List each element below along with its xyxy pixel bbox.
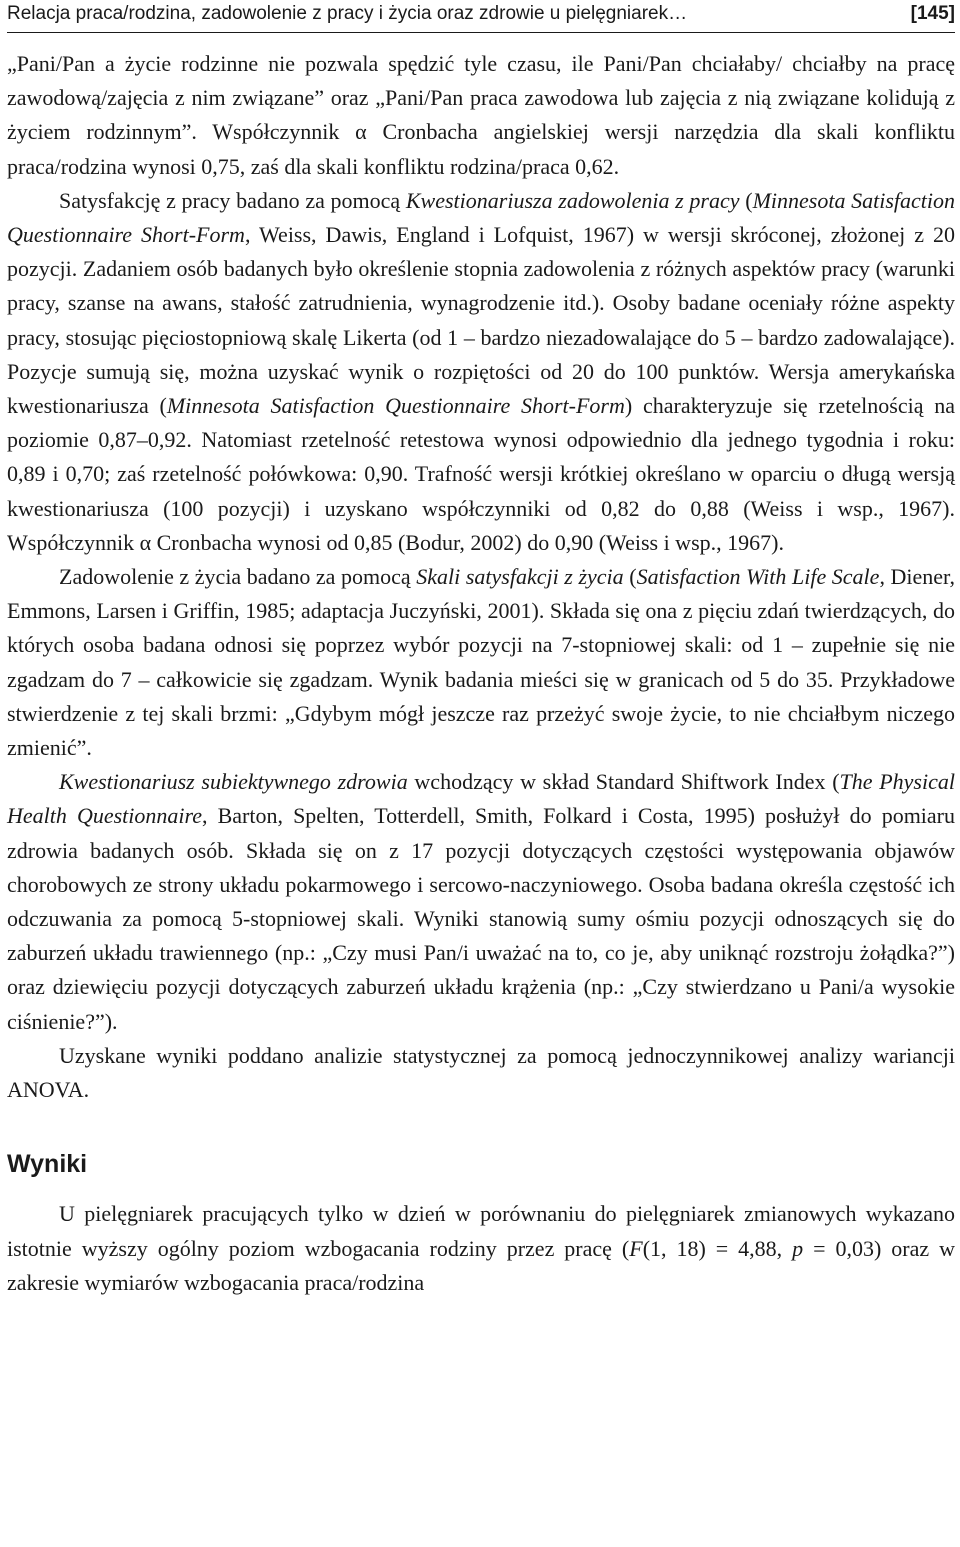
paragraph-text: wchodzący w skład Standard Shiftwork Index (	[407, 769, 840, 795]
italic-stat-symbol: p	[792, 1235, 804, 1261]
paragraph-text: U pielęgniarek pracujących tylko w dzień w porównaniu do pielęgniarek zmianowych wykazano istotnie wyższy ogólny poziom wzbogacania rodziny przez pracę (	[7, 1201, 955, 1261]
paragraph-text: = 0,03) oraz w zakresie wymiarów wzbogacania praca/rodzina	[7, 1235, 956, 1295]
paragraph-text: , Weiss, Dawis, England i Lofquist, 1967) w wersji skróconej, złożonej z 20 pozycji. Zadaniem osób badanych było określenie stopnia zadowolenia z różnych aspektów pracy (warunki pracy, szanse na awans, stałość zatrudnienia, wynagrodzenie itd.). Osoby badane oceniały różne aspekty pracy, stosując pięciostopniową skalę Likerta (od 1 – bardzo niezadowalające do 5 – bardzo zadowalające). Pozycje sumują się, można uzyskać wynik o rozpiętości od 20 do 100 punktów. Wersja amerykańska kwestionariusza (	[7, 222, 955, 419]
section-heading-results: Wyniki	[7, 1150, 88, 1179]
paragraph-text: (	[739, 187, 753, 213]
paragraph-results	[7, 1197, 955, 1300]
paragraph-text: Zadowolenie z życia badano za pomocą	[59, 564, 417, 590]
paragraph-text: , Diener, Emmons, Larsen i Griffin, 1985; adaptacja Juczyński, 2001). Składa się ona z pięciu zdań twierdzących, do których osoba badana odnosi się poprzez wybór pozycji na 7-stopniowej skali: od 1 – zupełnie się nie zgadzam do 7 – całkowicie się zgadzam. Wynik badania mieści się w granicach od 5 do 35. Przykładowe stwierdzenie z tej skali brzmi: „Gdybym mógł jeszcze raz przeżyć swoje życie, to nie chciałbym niczego zmienić”.	[7, 564, 956, 761]
body-text	[7, 47, 955, 1300]
paragraph-work-family-conflict	[7, 47, 955, 184]
paragraph-subjective-health	[7, 765, 955, 1039]
paragraph-text: ) charakteryzuje się rzetelnością na poziomie 0,87–0,92. Natomiast rzetelność retestowa wynosi odpowiednio dla jednego tygodnia i roku: 0,89 i 0,70; zaś rzetelność połówkowa: 0,90. Trafność wersji krótkiej określano w oparciu o długą wersją kwestionariusza (100 pozycji) i uzyskano współczynniki od 0,82 do 0,88 (Weiss i wsp., 1967). Współczynnik α Cronbacha wynosi od 0,85 (Bodur, 2002) do 0,90 (Weiss i wsp., 1967).	[7, 393, 956, 555]
italic-questionnaire-title: Kwestionariusza zadowolenia z pracy	[405, 187, 740, 213]
italic-stat-symbol: F	[629, 1235, 643, 1261]
italic-questionnaire-name: Minnesota Satisfaction Questionnaire Short-Form	[7, 187, 956, 248]
paragraph-statistics	[7, 1039, 955, 1107]
running-header	[7, 0, 955, 33]
paragraph-text: Uzyskane wyniki poddano analizie statystycznej za pomocą jednoczynnikowej analizy wariancji ANOVA.	[7, 1042, 955, 1103]
document-page	[7, 0, 955, 1300]
italic-questionnaire-name: Minnesota Satisfaction Questionnaire Short-Form	[166, 393, 625, 419]
italic-questionnaire-title: Kwestionariusz subiektywnego zdrowia	[59, 769, 408, 795]
paragraph-text: „Pani/Pan a życie rodzinne nie pozwala spędzić tyle czasu, ile Pani/Pan chciałaby/ chciałby na pracę zawodową/zajęcia z nim związane” oraz „Pani/Pan praca zawodowa lub zajęcia z nią związane kolidują z życiem rodzinnym”. Współczynnik α Cronbacha angielskiej wersji narzędzia dla skali konfliktu praca/rodzina wynosi 0,75, zaś dla skali konfliktu rodzina/praca 0,62.	[7, 51, 955, 179]
italic-scale-title: Skali satysfakcji z życia	[416, 564, 624, 590]
page-number: [145]	[910, 3, 955, 24]
paragraph-life-satisfaction	[7, 560, 955, 765]
running-title: Relacja praca/rodzina, zadowolenie z pracy i życia oraz zdrowie u pielęgniarek…	[7, 3, 688, 24]
paragraph-text: (1, 18) = 4,88,	[642, 1235, 793, 1261]
italic-scale-name: Satisfaction With Life Scale	[636, 564, 880, 590]
paragraph-text: Satysfakcję z pracy badano za pomocą	[59, 187, 406, 213]
paragraph-job-satisfaction	[7, 184, 955, 560]
italic-questionnaire-name: The Physical Health Questionnaire	[7, 769, 955, 829]
paragraph-text: , Barton, Spelten, Totterdell, Smith, Folkard i Costa, 1995) posłużył do pomiaru zdrowia badanych osób. Składa się on z 17 pozycji dotyczących częstości występowania objawów chorobowych ze strony układu pokarmowego i sercowo-naczyniowego. Osoba badana określa częstość ich odczuwania za pomocą 5-stopniowej skali. Wyniki stanowią sumy ośmiu pozycji odnoszących się do zaburzeń układu trawiennego (np.: „Czy musi Pan/i uważać na to, co je, aby uniknąć rozstroju żołądka?”) oraz dziewięciu pozycji dotyczących zaburzeń układu krążenia (np.: „Czy stwierdzano u Pani/a wysokie ciśnienie?”).	[7, 803, 956, 1034]
paragraph-text: (	[623, 564, 637, 590]
